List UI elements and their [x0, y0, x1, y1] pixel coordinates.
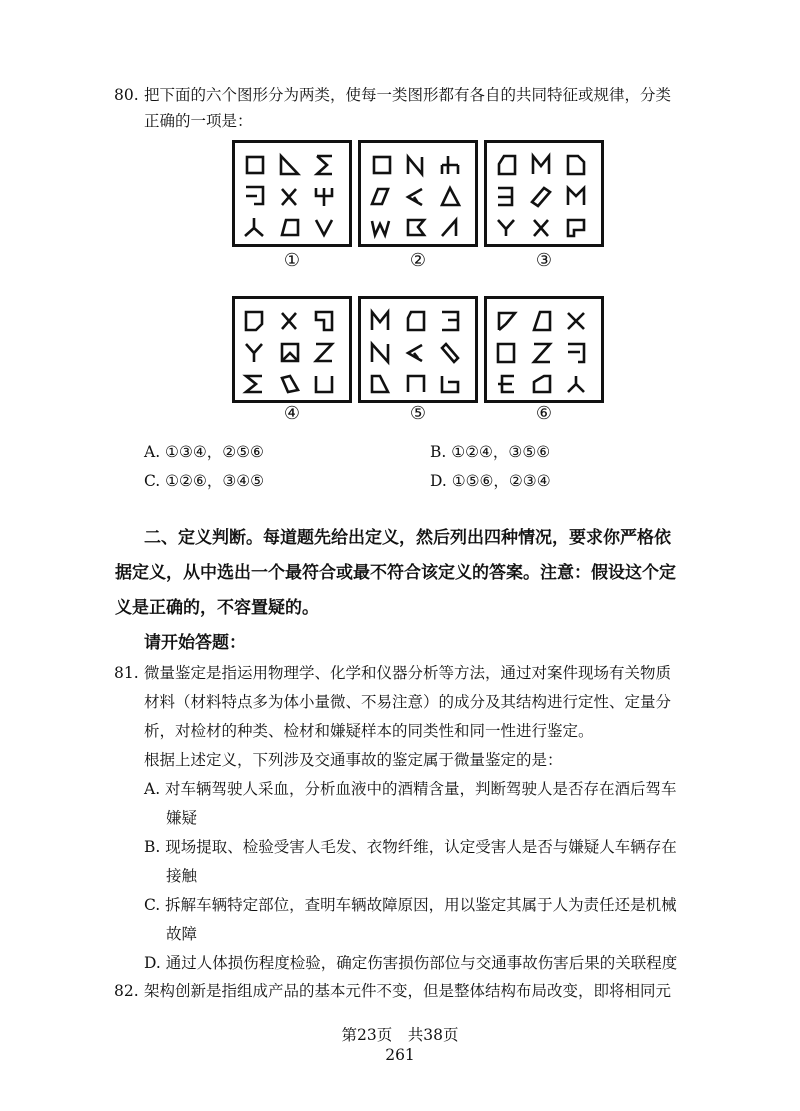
section2-start: 请开始答题：: [144, 633, 246, 653]
q80-number: 80.: [114, 86, 139, 104]
q80-option-c[interactable]: C. ①②⑥，③④⑤: [144, 472, 265, 490]
q80-option-b[interactable]: B. ①②④，③⑤⑥: [430, 443, 551, 461]
q82-number: 82.: [114, 982, 139, 1000]
figure-5-label: ⑤: [409, 403, 427, 424]
q81-option-c-cont: 故障: [166, 925, 198, 943]
figure-6: [484, 296, 604, 403]
figure-5: [358, 296, 478, 403]
q80-option-a[interactable]: A. ①③④，②⑤⑥: [144, 443, 264, 461]
q81-text-line2: 材料（材料特点多为体小量微、不易注意）的成分及其结构进行定性、定量分: [144, 693, 672, 711]
section2-line1: 二、定义判断。每道题先给出定义，然后列出四种情况，要求你严格依: [144, 528, 671, 548]
q80-text-line2: 正确的一项是：: [144, 112, 253, 130]
q81-text-line3: 析，对检材的种类、检材和嫌疑样本的同类性和同一性进行鉴定。: [144, 722, 594, 740]
q81-option-a[interactable]: A. 对车辆驾驶人采血，分析血液中的酒精含量，判断驾驶人是否存在酒后驾车: [144, 780, 677, 798]
q81-number: 81.: [114, 664, 139, 682]
q81-text-line4: 根据上述定义，下列涉及交通事故的鉴定属于微量鉴定的是：: [144, 751, 563, 769]
q81-option-b-cont: 接触: [166, 867, 198, 885]
q81-option-d[interactable]: D. 通过人体损伤程度检验，确定伤害损伤部位与交通事故伤害后果的关联程度: [144, 954, 678, 972]
figure-3-label: ③: [535, 250, 553, 271]
q80-option-d[interactable]: D. ①⑤⑥，②③④: [430, 472, 551, 490]
figure-6-label: ⑥: [535, 403, 553, 424]
q81-option-a-cont: 嫌疑: [166, 809, 198, 827]
figure-2: [358, 140, 478, 247]
section2-line2: 据定义，从中选出一个最符合或最不符合该定义的答案。注意：假设这个定: [115, 563, 676, 583]
section2-line3: 义是正确的，不容置疑的。: [115, 598, 319, 618]
q82-text-line1: 架构创新是指组成产品的基本元件不变，但是整体结构布局改变，即将相同元: [144, 982, 672, 1000]
page-indicator: 第23页 共38页: [341, 1026, 459, 1044]
figure-3: [484, 140, 604, 247]
q81-text-line1: 微量鉴定是指运用物理学、化学和仪器分析等方法，通过对案件现场有关物质: [144, 664, 672, 682]
q81-option-c[interactable]: C. 拆解车辆特定部位，查明车辆故障原因，用以鉴定其属于人为责任还是机械: [144, 896, 677, 914]
figure-1-label: ①: [283, 250, 301, 271]
figure-4-label: ④: [283, 403, 301, 424]
page-number: 261: [385, 1046, 415, 1064]
figure-2-label: ②: [409, 250, 427, 271]
q80-text-line1: 把下面的六个图形分为两类，使每一类图形都有各自的共同特征或规律，分类: [144, 86, 672, 104]
figure-4: [232, 296, 352, 403]
figure-1: [232, 140, 352, 247]
q81-option-b[interactable]: B. 现场提取、检验受害人毛发、衣物纤维，认定受害人是否与嫌疑人车辆存在: [144, 838, 677, 856]
